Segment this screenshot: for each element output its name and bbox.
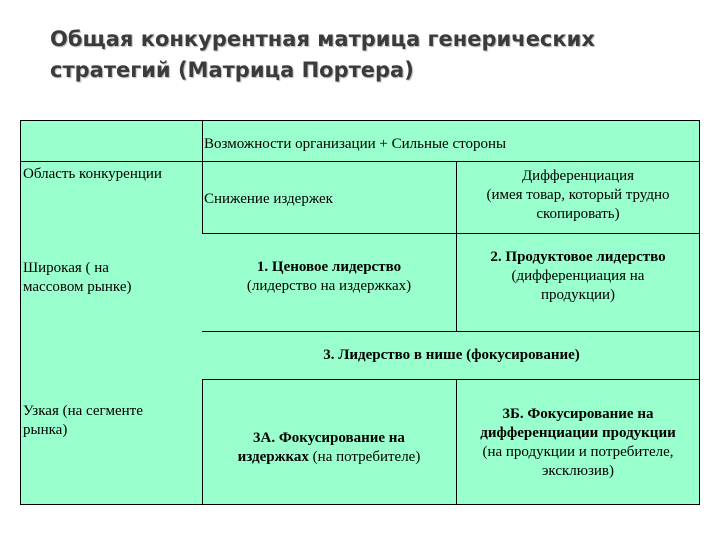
row-broad-line-1: Широкая ( на: [23, 260, 109, 276]
divider-vertical-left-upper: [202, 121, 203, 233]
cell-2-note-line-1: (дифференциация на: [511, 268, 645, 284]
cell-3a-title-line-1: 3А. Фокусирование на: [253, 430, 405, 446]
cell-1-note: (лидерство на издержках): [246, 278, 412, 294]
divider-vertical-left-lower: [202, 379, 203, 504]
row-header-competition: Область конкуренции: [23, 166, 162, 182]
row-label-narrow: [23, 402, 201, 440]
divider-vertical-middle-upper: [456, 161, 457, 331]
row-label-broad: [23, 259, 201, 297]
col-diff-line-1: Дифференциация: [521, 168, 635, 184]
divider-above-niche-row: [202, 331, 699, 332]
cell-focus-differentiation: [458, 405, 698, 481]
title-line-1: Общая конкурентная матрица генерических: [50, 27, 595, 51]
divider-vertical-middle-lower: [456, 379, 457, 504]
cell-focus-cost: [204, 429, 454, 467]
cell-3a-title-rest: (на потребителе): [308, 449, 421, 465]
divider-under-column-headers: [202, 233, 699, 234]
cell-3b-title-line-2: дифференциации продукции: [480, 425, 676, 441]
cell-1-title: 1. Ценовое лидерство: [256, 259, 402, 275]
cell-3a-title-bold: издержках: [237, 449, 309, 465]
row-narrow-line-2: рынка): [23, 422, 68, 438]
col-diff-line-2: (имея товар, который трудно: [486, 187, 670, 203]
slide-title: [50, 24, 670, 86]
cell-product-leadership: [458, 248, 698, 305]
col-diff-line-3: скопировать): [536, 206, 620, 222]
cell-2-title: 2. Продуктовое лидерство: [490, 249, 666, 265]
cell-3b-title-line-1: 3Б. Фокусирование на: [502, 406, 654, 422]
divider-below-niche-header: [202, 379, 699, 380]
title-line-2: стратегий (Матрица Портера): [50, 58, 414, 82]
divider-under-top-header: [21, 161, 699, 162]
cell-3a-title-line-2: [204, 448, 454, 467]
cell-cost-leadership: [204, 258, 454, 296]
top-header: Возможности организации + Сильные стороны: [204, 136, 507, 152]
niche-header: 3. Лидерство в нише (фокусирование): [323, 347, 580, 363]
porter-matrix: [20, 120, 700, 505]
cell-3b-note-line-1: (на продукции и потребителе,: [482, 444, 674, 460]
cell-3b-note-line-2: эксклюзив): [541, 463, 615, 479]
row-broad-line-2: массовом рынке): [23, 279, 132, 295]
column-header-differentiation: [458, 167, 698, 224]
row-narrow-line-1: Узкая (на сегменте: [23, 403, 143, 419]
column-header-cost: Снижение издержек: [204, 191, 333, 207]
cell-2-note-line-2: продукции): [540, 287, 616, 303]
